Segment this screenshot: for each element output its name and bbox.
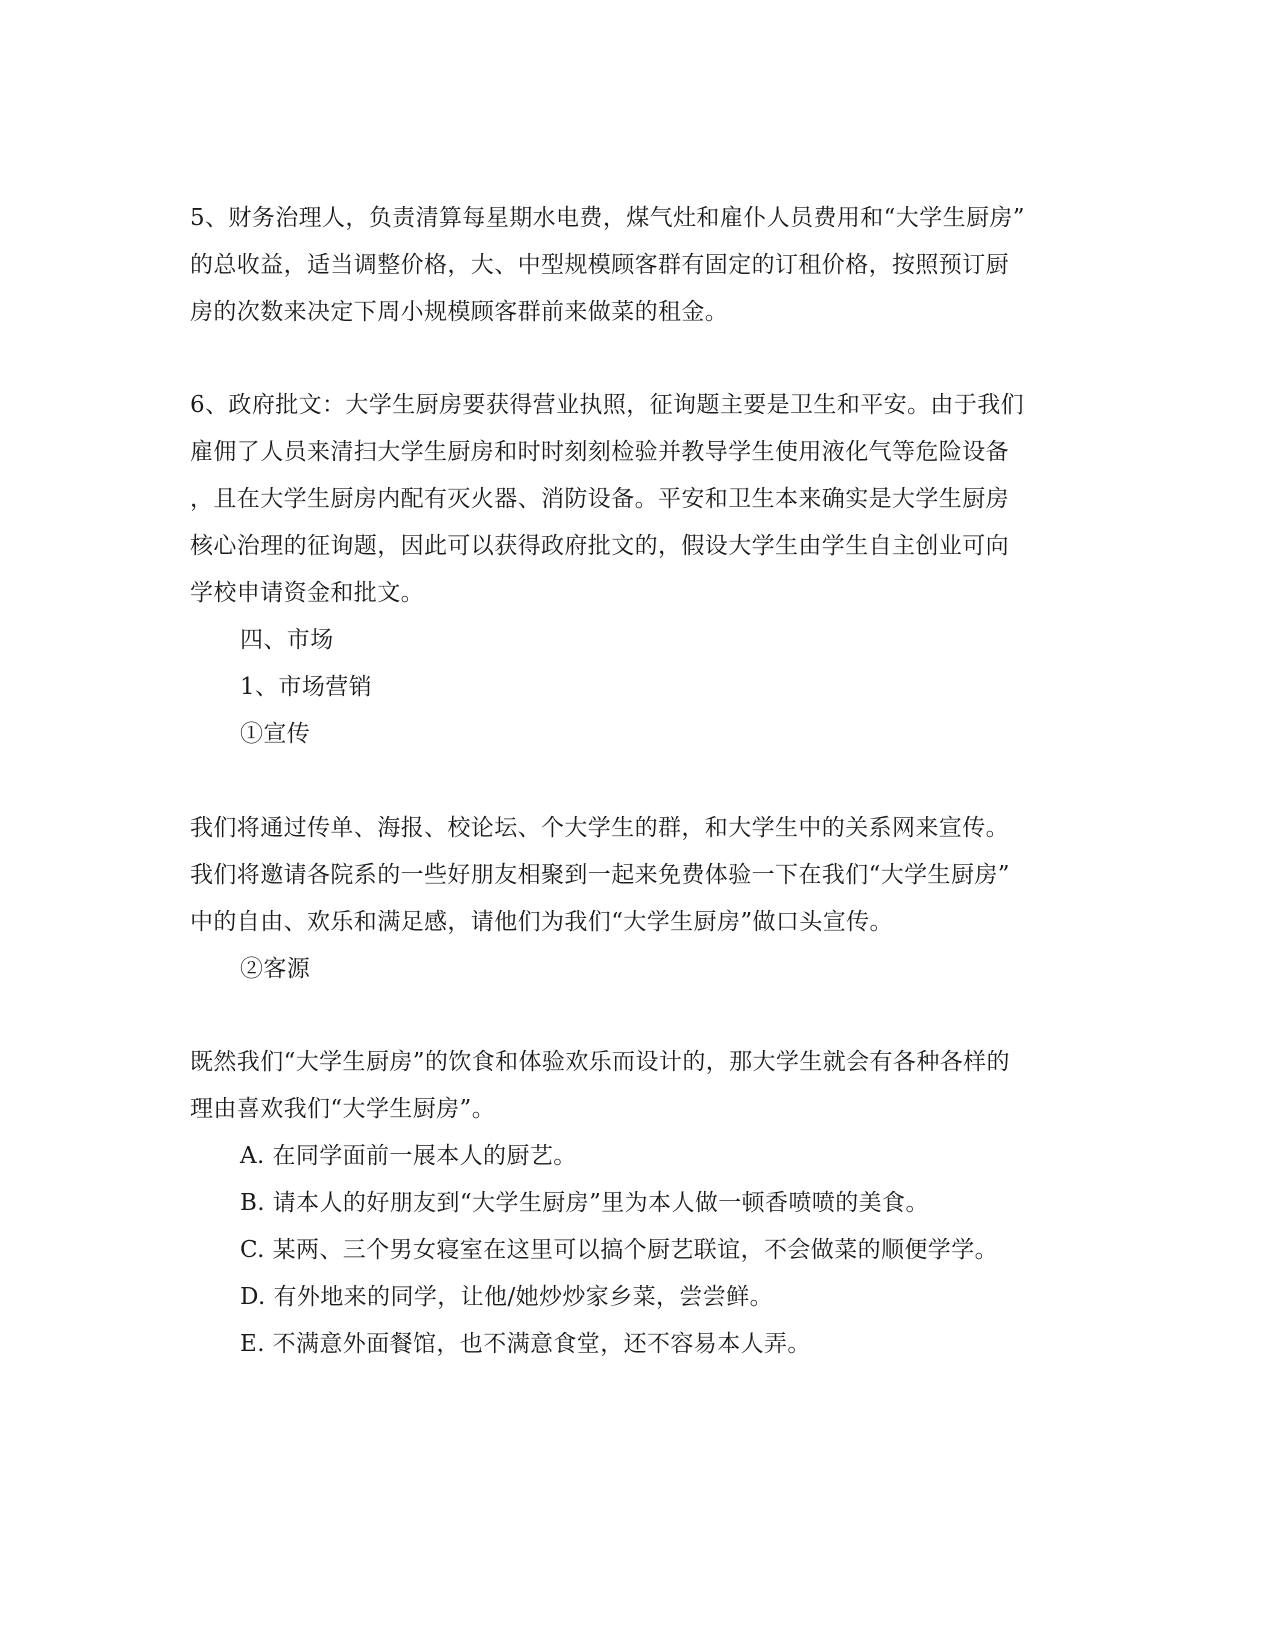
list-item-e: E. 不满意外面餐馆，也不满意食堂，还不容易本人弄。 (240, 1331, 811, 1357)
promotion-line-3: 中的自由、欢乐和满足感，请他们为我们“大学生厨房”做口头宣传。 (190, 909, 893, 935)
paragraph-6-line-2: 雇佣了人员来清扫大学生厨房和时时刻刻检验并教导学生使用液化气等危险设备 (190, 439, 1009, 465)
list-item-d: D. 有外地来的同学，让他/她炒炒家乡菜，尝尝鲜。 (240, 1284, 773, 1310)
paragraph-5-line-1: 5、财务治理人，负责清算每星期水电费，煤气灶和雇仆人员费用和“大学生厨房” (190, 205, 1025, 231)
paragraph-5-line-2: 的总收益，适当调整价格，大、中型规模顾客群有固定的订租价格，按照预订厨 (190, 252, 1009, 278)
paragraph-5-line-3: 房的次数来决定下周小规模顾客群前来做菜的租金。 (190, 299, 729, 325)
item-heading-customers: ②客源 (240, 956, 311, 982)
list-item-b: B. 请本人的好朋友到“大学生厨房”里为本人做一顿香喷喷的美食。 (240, 1190, 929, 1216)
subsection-heading-marketing: 1、市场营销 (240, 674, 373, 700)
customers-line-2: 理由喜欢我们“大学生厨房”。 (190, 1096, 496, 1122)
paragraph-6-line-3: ，且在大学生厨房内配有灭火器、消防设备。平安和卫生本来确实是大学生厨房 (190, 486, 1009, 512)
list-item-a: A. 在同学面前一展本人的厨艺。 (240, 1143, 577, 1169)
paragraph-6-line-1: 6、政府批文：大学生厨房要获得营业执照，征询题主要是卫生和平安。由于我们 (190, 392, 1025, 418)
promotion-line-1: 我们将通过传单、海报、校论坛、个大学生的群，和大学生中的关系网来宣传。 (190, 815, 1009, 841)
section-heading-market: 四、市场 (240, 627, 334, 653)
customers-line-1: 既然我们“大学生厨房”的饮食和体验欢乐而设计的，那大学生就会有各种各样的 (190, 1049, 1010, 1075)
item-heading-promotion: ①宣传 (240, 721, 311, 747)
paragraph-6-line-5: 学校申请资金和批文。 (190, 580, 424, 606)
paragraph-6-line-4: 核心治理的征询题，因此可以获得政府批文的，假设大学生由学生自主创业可向 (190, 533, 1009, 559)
document-page (190, 0, 1090, 1629)
list-item-c: C. 某两、三个男女寝室在这里可以搞个厨艺联谊，不会做菜的顺便学学。 (240, 1237, 999, 1263)
promotion-line-2: 我们将邀请各院系的一些好朋友相聚到一起来免费体验一下在我们“大学生厨房” (190, 862, 1010, 888)
